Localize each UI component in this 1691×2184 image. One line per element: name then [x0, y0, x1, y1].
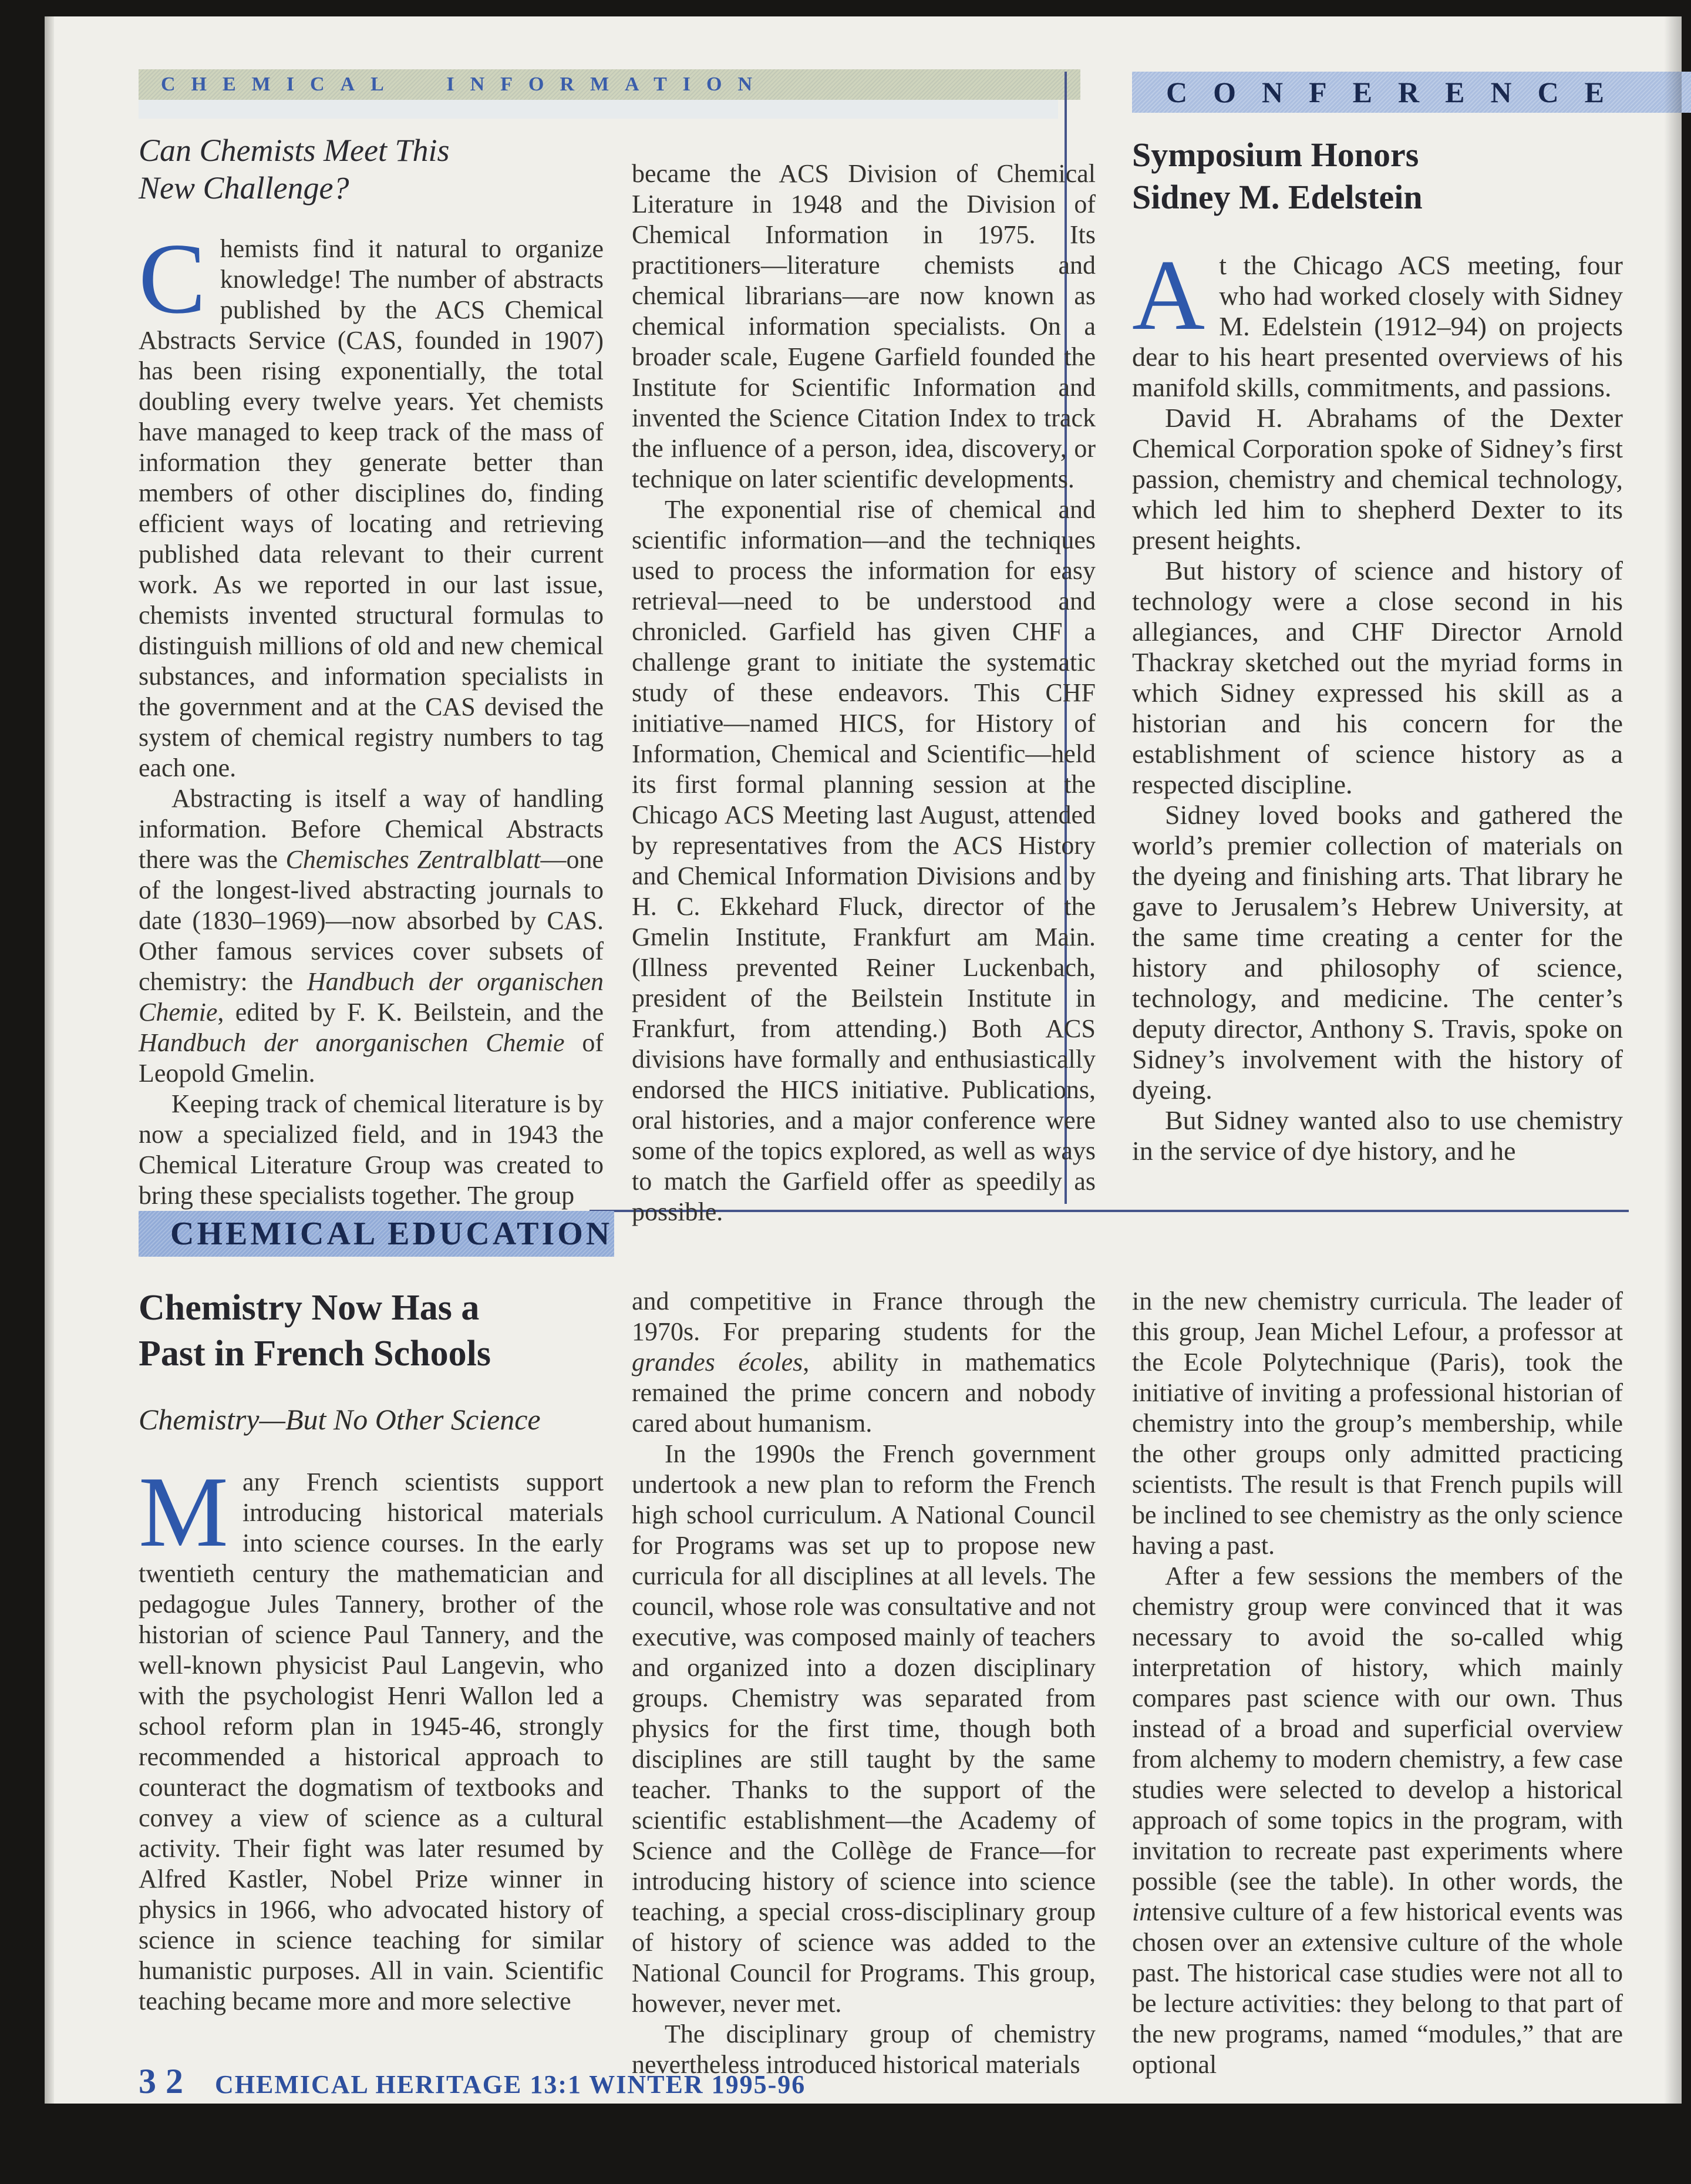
body-paragraph — [139, 1456, 604, 2017]
text-run: became the ACS Division of Chemical Literature in 1948 and the Division of Chemical Information in 1975. Its practitioners—literature chemists and chemical librarians—are now known as chemical information specialists. On a broader scale, Eugene Garfield founded the Institute for Scientific Information and invented the Science Citation Index to track the influence of a person, idea, discovery, or technique on later scientific developments. — [632, 159, 1096, 493]
article-body — [1132, 240, 1623, 1166]
drop-cap: C — [139, 223, 206, 335]
conference-column — [1132, 134, 1623, 1166]
text-run: of Leopold Gmelin. — [139, 1028, 604, 1088]
italic-text-run: in — [1132, 1897, 1153, 1926]
page-footer — [139, 2061, 806, 2102]
chemical-information-column-2 — [632, 159, 1096, 1227]
body-paragraph — [1132, 240, 1623, 403]
text-run: and competitive in France through the 1970s. For preparing students for the — [632, 1287, 1096, 1346]
body-paragraph — [139, 783, 604, 1089]
text-run: The disciplinary group of chemistry nevertheless introduced historical materials — [632, 2020, 1096, 2079]
section-header-label: CHEMICAL EDUCATION — [170, 1216, 613, 1252]
issue-line: CHEMICAL HERITAGE 13:1 WINTER 1995-96 — [215, 2070, 806, 2099]
body-paragraph — [139, 223, 604, 783]
text-run: in the new chemistry curricula. The leader of this group, Jean Michel Lefour, a professor at the Ecole Polytechnique (Paris), took the initiative of inviting a professional historian of chemistry into the group’s membership, while the other groups only admitted practicing scientists. The result is that French pupils will be inclined to see chemistry as the only science having a past. — [1132, 1287, 1623, 1560]
body-paragraph — [1132, 1561, 1623, 2080]
chemical-education-column-1 — [139, 1285, 604, 2017]
text-run: Abstracting is itself a way of handling information. Before Chemical Abstracts there was the — [139, 784, 604, 874]
text-run: —one of the longest-lived abstracting journals to date (1830–1969)—now absorbed by CAS. Other famous services cover subsets of chemistry: the — [139, 845, 604, 996]
text-run: David H. Abrahams of the Dexter Chemical Corporation spoke of Sidney’s first passion, chemistry and chemical technology, which led him to shepherd Dexter to its present heights. — [1132, 403, 1623, 555]
section-header-chemical-information — [139, 69, 1080, 100]
text-run: After a few sessions the members of the chemistry group were convinced that it was necessary to avoid the so-called whig interpretation of history, which mainly compares past science with our own. Thus instead of a broad and superficial overview from alchemy to modern chemistry, a few case studies were selected to develop a historical approach of some topics in the program, with invitation to recreate past experiments where possible (see the table). In other words, the — [1132, 1562, 1623, 1896]
text-run: hemists find it natural to organize knowledge! The number of abstracts published by the ACS Chemical Abstracts Service (CAS, founded in 1907) has been rising exponentially, the total doubling every twelve years. Yet chemists have managed to keep track of the mass of information they generate better than members of other disciplines do, finding efficient ways of locating and retrieving published data relevant to their current work. As we reported in our last issue, chemists invented structural formulas to distinguish millions of old and new chemical substances, and information specialists in the government and at the CAS devised the system of chemical registry numbers to tag each one. — [139, 234, 604, 782]
text-run: , edited by F. K. Beilstein, and the — [217, 998, 604, 1027]
italic-text-run: Handbuch der organischen Chemie — [139, 967, 604, 1027]
italic-text-run: ex — [1302, 1928, 1325, 1957]
body-paragraph — [632, 159, 1096, 494]
article-title-can-chemists — [139, 132, 604, 207]
text-run: But Sidney wanted also to use chemistry in the service of dye history, and he — [1132, 1105, 1623, 1166]
drop-cap: M — [139, 1456, 228, 1568]
text-run: tensive culture of the whole past. The historical case studies were not all to be lecture activities: they belong to that part of the new programs, named “modules,” that are optional — [1132, 1928, 1623, 2079]
title-line: New Challenge? — [139, 170, 349, 206]
text-run: But history of science and history of technology were a close second in his allegiances, and CHF Director Arnold Thackray sketched out the myriad forms in which Sidney expressed his skill as a historian and his concern for the establishment of science history as a respected discipline. — [1132, 556, 1623, 799]
section-header-label: CHEMICAL INFORMATION — [161, 73, 768, 95]
article-subtitle: Chemistry—But No Other Science — [139, 1403, 541, 1436]
chemical-information-column-1 — [139, 132, 604, 1211]
title-line: Chemistry Now Has a — [139, 1288, 480, 1328]
title-line: Past in French Schools — [139, 1334, 491, 1374]
drop-cap: A — [1132, 240, 1205, 351]
text-run: Keeping track of chemical literature is by now a specialized field, and in 1943 the Chemical Literature Group was created to bring these specialists together. The group — [139, 1089, 604, 1210]
text-run: , ability in mathematics remained the prime concern and nobody cared about humanism. — [632, 1348, 1096, 1438]
magazine-page — [45, 16, 1682, 2104]
italic-text-run: Handbuch der anorganischen Chemie — [139, 1028, 565, 1057]
text-run: tensive culture of a few historical events was chosen over an — [1132, 1897, 1623, 1957]
body-paragraph — [632, 494, 1096, 1227]
title-line: Sidney M. Edelstein — [1132, 178, 1423, 216]
chemical-education-column-3 — [1132, 1286, 1623, 2080]
page-number: 32 — [139, 2062, 193, 2101]
text-run: In the 1990s the French government undertook a new plan to reform the French high school curriculum. A National Council for Programs was set up to propose new curricula for all disciplines at all levels. The council, whose role was consultative and not executive, was composed mainly of teachers and organized into a dozen disciplinary groups. Chemistry was separated from physics for the first time, though both disciplines are still taught by the same teacher. Thanks to the support of the scientific establishment—the Academy of Science and the Collège de France—for introducing history of science into science teaching, a special cross-disciplinary group of history of science was added to the National Council for Programs. This group, however, never met. — [632, 1439, 1096, 2018]
page-left-edge — [45, 16, 54, 2104]
section-header-label: CONFERENCE — [1166, 76, 1631, 109]
body-paragraph — [139, 1089, 604, 1211]
body-paragraph — [1132, 1105, 1623, 1166]
body-paragraph — [1132, 1286, 1623, 1561]
text-run: any French scientists support introducing historical materials into science courses. In the early twentieth century the mathematician and pedagogue Jules Tannery, brother of the historian of science Paul Tannery, and the well-known physicist Paul Langevin, who with the psychologist Henri Wallon led a school reform plan in 1945-46, strongly recommended a historical approach to counteract the dogmatism of textbooks and convey a view of science as a cultural activity. Their fight was later resumed by Alfred Kastler, Nobel Prize winner in physics in 1966, who advocated history of science in science teaching for similar humanistic purposes. All in vain. Scientific teaching became more and more selective — [139, 1468, 604, 2015]
title-line: Can Chemists Meet This — [139, 133, 450, 168]
section-header-conference — [1132, 72, 1691, 113]
article-title-french-schools — [139, 1285, 604, 1377]
chemical-education-column-2 — [632, 1286, 1096, 2080]
section-header-chemical-education — [139, 1211, 614, 1257]
body-paragraph — [1132, 800, 1623, 1105]
article-body — [139, 1456, 604, 2017]
italic-text-run: grandes écoles — [632, 1348, 803, 1377]
article-body — [139, 223, 604, 1211]
title-line: Symposium Honors — [1132, 136, 1419, 174]
italic-text-run: Chemisches Zentralblatt — [285, 845, 541, 874]
article-title-symposium — [1132, 134, 1623, 218]
page-right-edge — [1664, 16, 1682, 2104]
body-paragraph — [1132, 403, 1623, 556]
text-run: The exponential rise of chemical and scientific information—and the techniques used to process the information for easy retrieval—need to be understood and chronicled. Garfield has given CHF a challenge grant to initiate the systematic study of these endeavors. This CHF initiative—named HICS, for History of Information, Chemical and Scientific—held its first formal planning session at the Chicago ACS Meeting last August, attended by representatives from the ACS History and Chemical Information Divisions and by H. C. Ekkehard Fluck, director of the Gmelin Institute, Frankfurt am Main. (Illness prevented Reiner Luckenbach, president of the Beilstein Institute in Frankfurt, from attending.) Both ACS divisions have formally and enthusiastically endorsed the HICS initiative. Publications, oral histories, and a major conference were some of the topics explored, as well as ways to match the Garfield offer as speedily as possible. — [632, 495, 1096, 1226]
text-run: Sidney loved books and gathered the world’s premier collection of materials on the dyeing and finishing arts. That library he gave to Jerusalem’s Hebrew University, at the same time creating a center for the history and philosophy of science, technology, and medicine. The center’s deputy director, Anthony S. Travis, spoke on Sidney’s involvement with the history of dyeing. — [1132, 800, 1623, 1105]
text-run: t the Chicago ACS meeting, four who had worked closely with Sidney M. Edelstein (1912–94) on projects dear to his heart presented overviews of his manifold skills, commitments, and passions. — [1132, 250, 1623, 402]
body-paragraph — [632, 1439, 1096, 2019]
body-paragraph — [632, 1286, 1096, 1439]
header-understrip — [139, 100, 1058, 119]
body-paragraph — [1132, 556, 1623, 800]
